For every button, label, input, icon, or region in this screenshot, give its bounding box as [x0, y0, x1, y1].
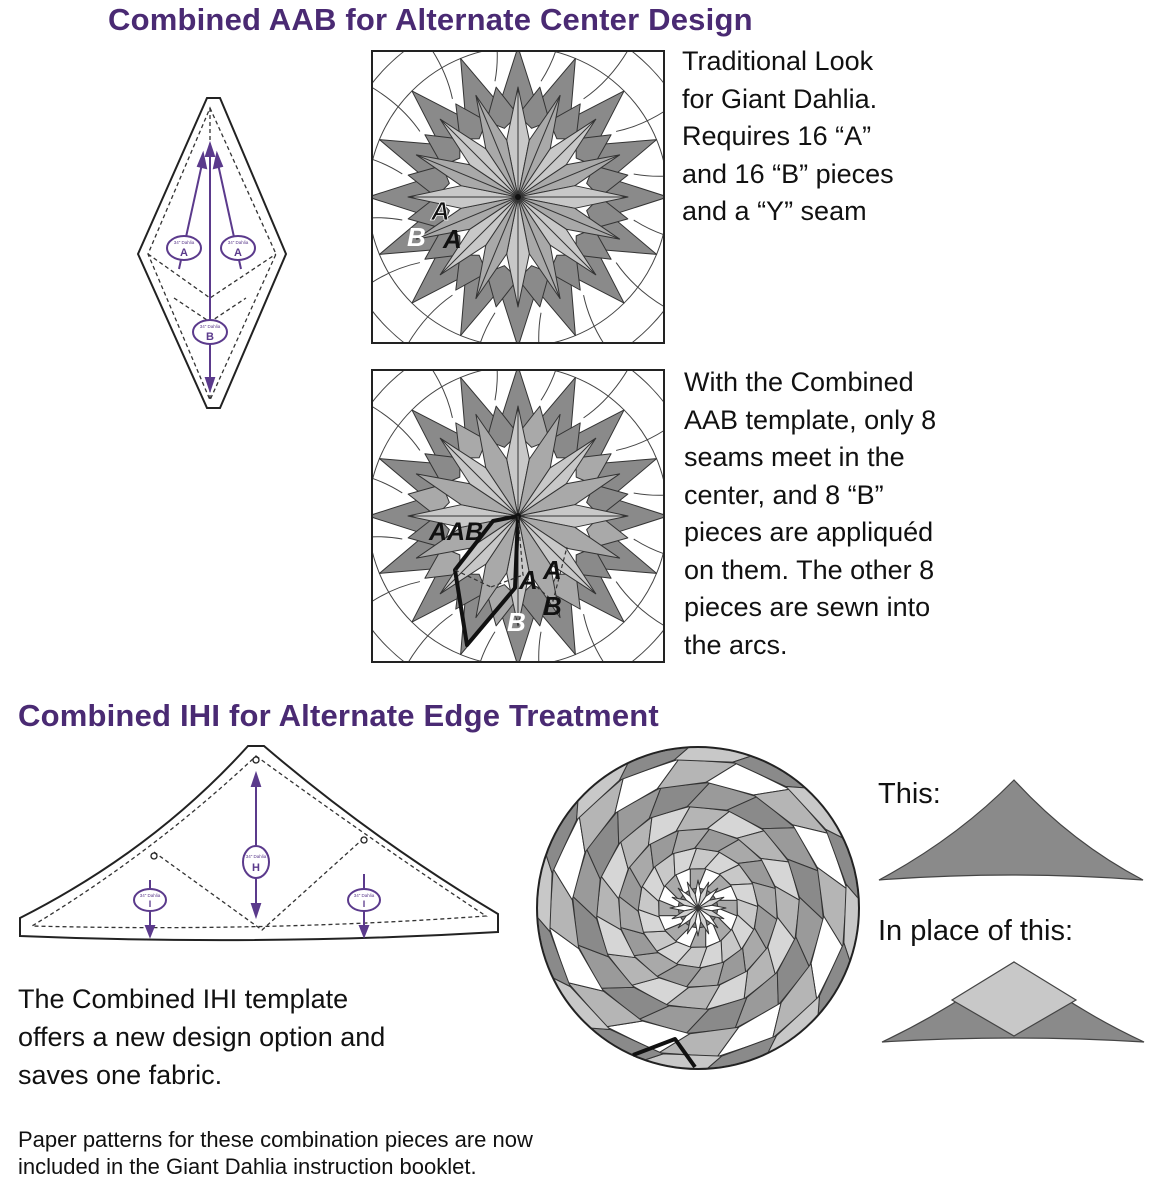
template-piece-label-i: I [148, 899, 152, 909]
text-line: and a “Y” seam [682, 196, 867, 226]
block-label-b: B [543, 591, 562, 621]
this-label: This: [878, 778, 941, 810]
text-line: Requires 16 “A” [682, 121, 872, 151]
this-shape [877, 778, 1147, 888]
template-piece-label-h: H [252, 862, 260, 874]
text-line: for Giant Dahlia. [682, 83, 878, 114]
ihi-caption [18, 980, 385, 1094]
text-line: With the Combined [684, 367, 914, 397]
aab-template-outline [138, 98, 286, 408]
section-aab-heading: Combined AAB for Alternate Center Design [108, 2, 753, 37]
text-line: the arcs. [684, 629, 788, 660]
block-label-a: A [443, 224, 462, 254]
template-piece-label-a: A [180, 247, 188, 259]
text-line: AAB template, only 8 [684, 404, 937, 435]
dahlia-circle-diagram [535, 745, 861, 1071]
in-place-shape [880, 960, 1150, 1050]
text-line: center, and 8 “B” [684, 479, 884, 510]
in-place-label: In place of this: [878, 915, 1074, 947]
template-brand-label: 34" Dahlia [227, 240, 249, 245]
template-piece-label-i: I [362, 899, 366, 909]
template-brand-label: 34" Dahlia [199, 324, 221, 329]
section-ihi-heading: Combined IHI for Alternate Edge Treatment [18, 698, 659, 733]
traditional-block-diagram [371, 50, 665, 344]
combined-description [684, 364, 936, 664]
template-brand-label: 34" Dahlia [353, 893, 375, 898]
text-line: seams meet in the [684, 442, 905, 472]
ihi-template-diagram [14, 740, 500, 950]
text-line: offers a new design option and [18, 1022, 386, 1052]
center-dot [515, 194, 521, 200]
text-line: and 16 “B” pieces [682, 158, 894, 189]
text-line: pieces are appliquéd [684, 517, 934, 547]
block-label-a: A [431, 196, 450, 226]
footer-note [18, 1126, 533, 1180]
combined-block-diagram [371, 369, 665, 663]
text-line: included in the Giant Dahlia instruction booklet. [18, 1154, 477, 1179]
template-brand-label: 34" Dahlia [139, 893, 161, 898]
template-brand-label: 34" Dahlia [245, 854, 267, 859]
block-label-aab: AAB [429, 518, 484, 546]
text-line: pieces are sewn into [684, 592, 931, 622]
template-piece-label-a: A [234, 247, 242, 259]
template-piece-label-b: B [206, 331, 214, 343]
block-label-a: A [519, 565, 538, 595]
text-line: saves one fabric. [18, 1060, 223, 1090]
template-brand-label: 34" Dahlia [173, 240, 195, 245]
text-line: on them. The other 8 [684, 554, 935, 585]
block-label-a: A [543, 555, 562, 585]
text-line: Paper patterns for these combination pieces are now [18, 1127, 533, 1152]
traditional-description [682, 43, 894, 231]
block-label-b: B [507, 607, 526, 637]
text-line: The Combined IHI template [18, 984, 349, 1014]
block-label-b: B [407, 222, 426, 252]
aab-template-diagram [134, 94, 294, 414]
ihi-template-outline [20, 746, 498, 940]
text-line: Traditional Look [682, 46, 874, 76]
